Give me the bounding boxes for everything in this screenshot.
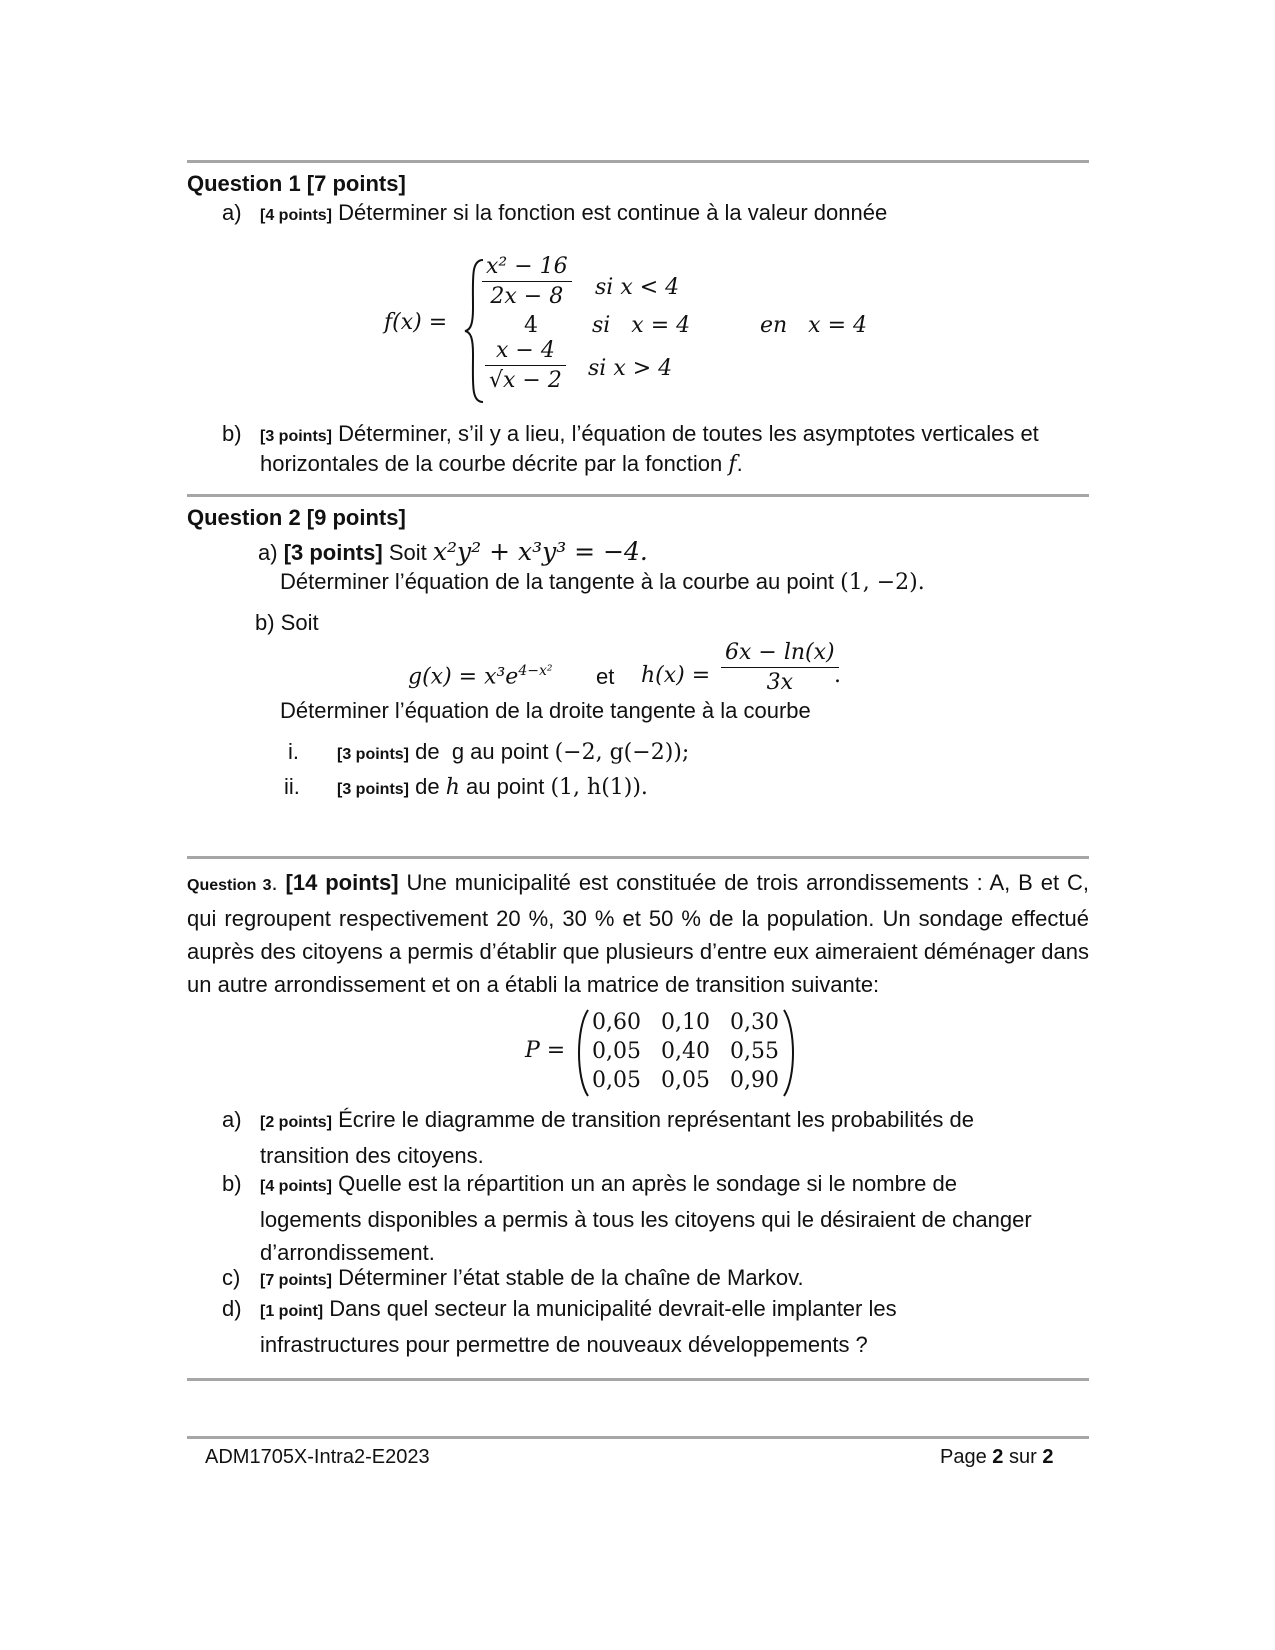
matrix-cell: 0,10 <box>660 1010 710 1035</box>
q2-b-i-points: [3 points] <box>337 746 409 763</box>
matrix-cell: 0,05 <box>592 1068 641 1093</box>
q3-item-b-text: Quelle est la répartition un an après le sondage si le nombre de logements disponibles a permis à tous les citoyens qui le désiraient de changer d’arrondissement. <box>260 1171 1032 1265</box>
q1-case2-cond: si x = 4 <box>592 313 691 338</box>
q2-b-text: Déterminer l’équation de la droite tangente à la courbe <box>280 698 811 723</box>
q1-b-var: f <box>728 452 737 477</box>
q1-case3-num: x − 4 <box>485 338 566 366</box>
q3-item-a-text: Écrire le diagramme de transition représentant les probabilités de transition des citoyens. <box>260 1107 975 1168</box>
q2-b-i-text: de g au point <box>415 739 549 764</box>
q3-item-d-text: Dans quel secteur la municipalité devrait-elle implanter les infrastructures pour permettre de nouveaux développements ? <box>260 1296 897 1357</box>
divider <box>187 856 1089 859</box>
footer-divider <box>187 1436 1089 1439</box>
q1-case1-fraction <box>482 254 572 309</box>
q3-item-c-points: [7 points] <box>260 1272 332 1289</box>
matrix-row <box>582 1066 789 1095</box>
q2-b-ii-text-b: au point <box>466 774 545 799</box>
matrix-row <box>582 1037 789 1066</box>
matrix-cell: 0,05 <box>660 1068 710 1093</box>
q1-b-end: . <box>736 451 743 476</box>
q3-intro: Une municipalité est constituée de trois arrondissements : A, B et C, qui regroupent respectivement 20 %, 30 % et 50 % de la population. Un sondage effectué auprès des citoyens a permis d’établir que plusieurs d’entre eux aimeraient déménager dans un autre arrondissement et on a établi la matrice de transition suivante: <box>187 870 1089 997</box>
q2-b-i-label: i. <box>288 739 299 764</box>
divider <box>187 494 1089 497</box>
footer-page-mid: sur <box>1008 1446 1037 1468</box>
q3-title-dot: . <box>271 870 278 895</box>
matrix-cell: 0,60 <box>592 1010 641 1035</box>
q1-a-label: a) <box>222 200 242 225</box>
q1-at-value: en x = 4 <box>760 313 867 338</box>
q3-item-d-points: [1 point] <box>260 1303 324 1320</box>
q2-a-line <box>258 538 648 567</box>
q1-case3-den: √x − 2 <box>489 368 562 393</box>
q3-intro-paragraph <box>187 866 1089 1001</box>
q2-b-h-den: 3x <box>766 670 793 695</box>
q3-item-d-label: d) <box>222 1296 242 1321</box>
q1-title: Question 1 [7 points] <box>187 171 406 196</box>
q2-b-ii-line <box>337 773 648 804</box>
q2-b-ii-points: [3 points] <box>337 781 409 798</box>
footer-exam-code: ADM1705X-Intra2-E2023 <box>205 1446 430 1468</box>
q3-item-b-label: b) <box>222 1171 242 1196</box>
q2-a-point: (1, −2). <box>840 570 925 595</box>
q2-b-label: b) Soit <box>255 610 319 635</box>
q2-b-h: h(x) = <box>641 663 711 688</box>
q1-case3-fraction <box>485 338 566 393</box>
q2-a-label: a) <box>258 540 278 565</box>
q3-item-b-points: [4 points] <box>260 1178 332 1195</box>
q2-a-text: Déterminer l’équation de la tangente à la courbe au point <box>280 569 835 594</box>
matrix-cell: 0,30 <box>729 1010 779 1035</box>
q3-item-a <box>260 1103 1040 1172</box>
q3-title: Question 3 <box>187 877 272 894</box>
q1-b-text2: horizontales de la courbe décrite par la fonction <box>260 451 723 476</box>
footer-page-num: 2 <box>992 1446 1004 1468</box>
q2-b-g: g(x) = x³e <box>408 664 519 690</box>
q3-item-a-points: [2 points] <box>260 1114 332 1131</box>
matrix-cell: 0,90 <box>729 1068 779 1093</box>
q3-item-d <box>260 1292 950 1361</box>
right-paren-icon <box>782 1008 798 1098</box>
q1-case2-val: 4 <box>524 313 538 338</box>
q1-a-points: [4 points] <box>260 207 332 224</box>
q2-b-g-function <box>408 663 552 689</box>
q2-b-h-end: . <box>834 663 841 688</box>
q2-b-h-fraction <box>721 640 839 695</box>
q2-a-points: [3 points] <box>283 540 383 565</box>
q3-item-c-text: Déterminer l’état stable de la chaîne de Markov. <box>338 1265 804 1290</box>
footer-page-number <box>940 1446 1053 1469</box>
divider <box>187 1378 1089 1381</box>
q1-b-label: b) <box>222 421 242 446</box>
q2-b-et: et <box>596 664 615 689</box>
q1-a-statement <box>260 199 887 230</box>
q2-b-h-num: 6x − ln(x) <box>721 640 839 668</box>
q2-b-i-line <box>337 738 689 769</box>
q1-case1-num: x² − 16 <box>482 254 572 282</box>
q1-case3-cond: si x > 4 <box>588 356 673 381</box>
q1-b-text1: Déterminer, s’il y a lieu, l’équation de toutes les asymptotes verticales et <box>338 421 1039 446</box>
q2-b-ii-var: h <box>445 775 460 800</box>
q2-b-ii-text-a: de <box>415 774 440 799</box>
q3-matrix-label: P = <box>525 1038 566 1063</box>
q3-matrix-table <box>582 1008 789 1095</box>
matrix-cell: 0,40 <box>660 1039 710 1064</box>
q2-b-g-exp: 4−x² <box>518 663 553 679</box>
q1-b-points: [3 points] <box>260 428 332 445</box>
matrix-cell: 0,55 <box>729 1039 779 1064</box>
q3-points: [14 points] <box>285 870 399 895</box>
q3-item-a-label: a) <box>222 1107 242 1132</box>
q1-b-line2 <box>260 450 743 479</box>
q3-item-b <box>260 1167 1050 1269</box>
q1-fx-label: f(x) = <box>384 310 448 335</box>
q2-a-line2 <box>280 568 925 597</box>
q2-a-equation: x²y² + x³y³ = −4. <box>432 537 648 566</box>
q2-b-i-point: (−2, g(−2)); <box>554 740 690 765</box>
q1-b-line1 <box>260 420 1039 451</box>
q2-b-ii-point: (1, h(1)). <box>550 775 648 800</box>
matrix-cell: 0,05 <box>592 1039 641 1064</box>
matrix-row <box>582 1008 789 1037</box>
q1-a-text: Déterminer si la fonction est continue à la valeur donnée <box>338 200 888 225</box>
footer-page-prefix: Page <box>940 1446 987 1468</box>
footer-page-total: 2 <box>1042 1446 1054 1468</box>
divider <box>187 160 1089 163</box>
q2-title: Question 2 [9 points] <box>187 505 406 530</box>
q1-case1-den: 2x − 8 <box>490 284 564 309</box>
q3-item-c-label: c) <box>222 1265 241 1290</box>
q2-a-soit: Soit <box>388 540 427 565</box>
q2-b-ii-label: ii. <box>284 774 300 799</box>
q1-case1-cond: si x < 4 <box>595 275 680 300</box>
